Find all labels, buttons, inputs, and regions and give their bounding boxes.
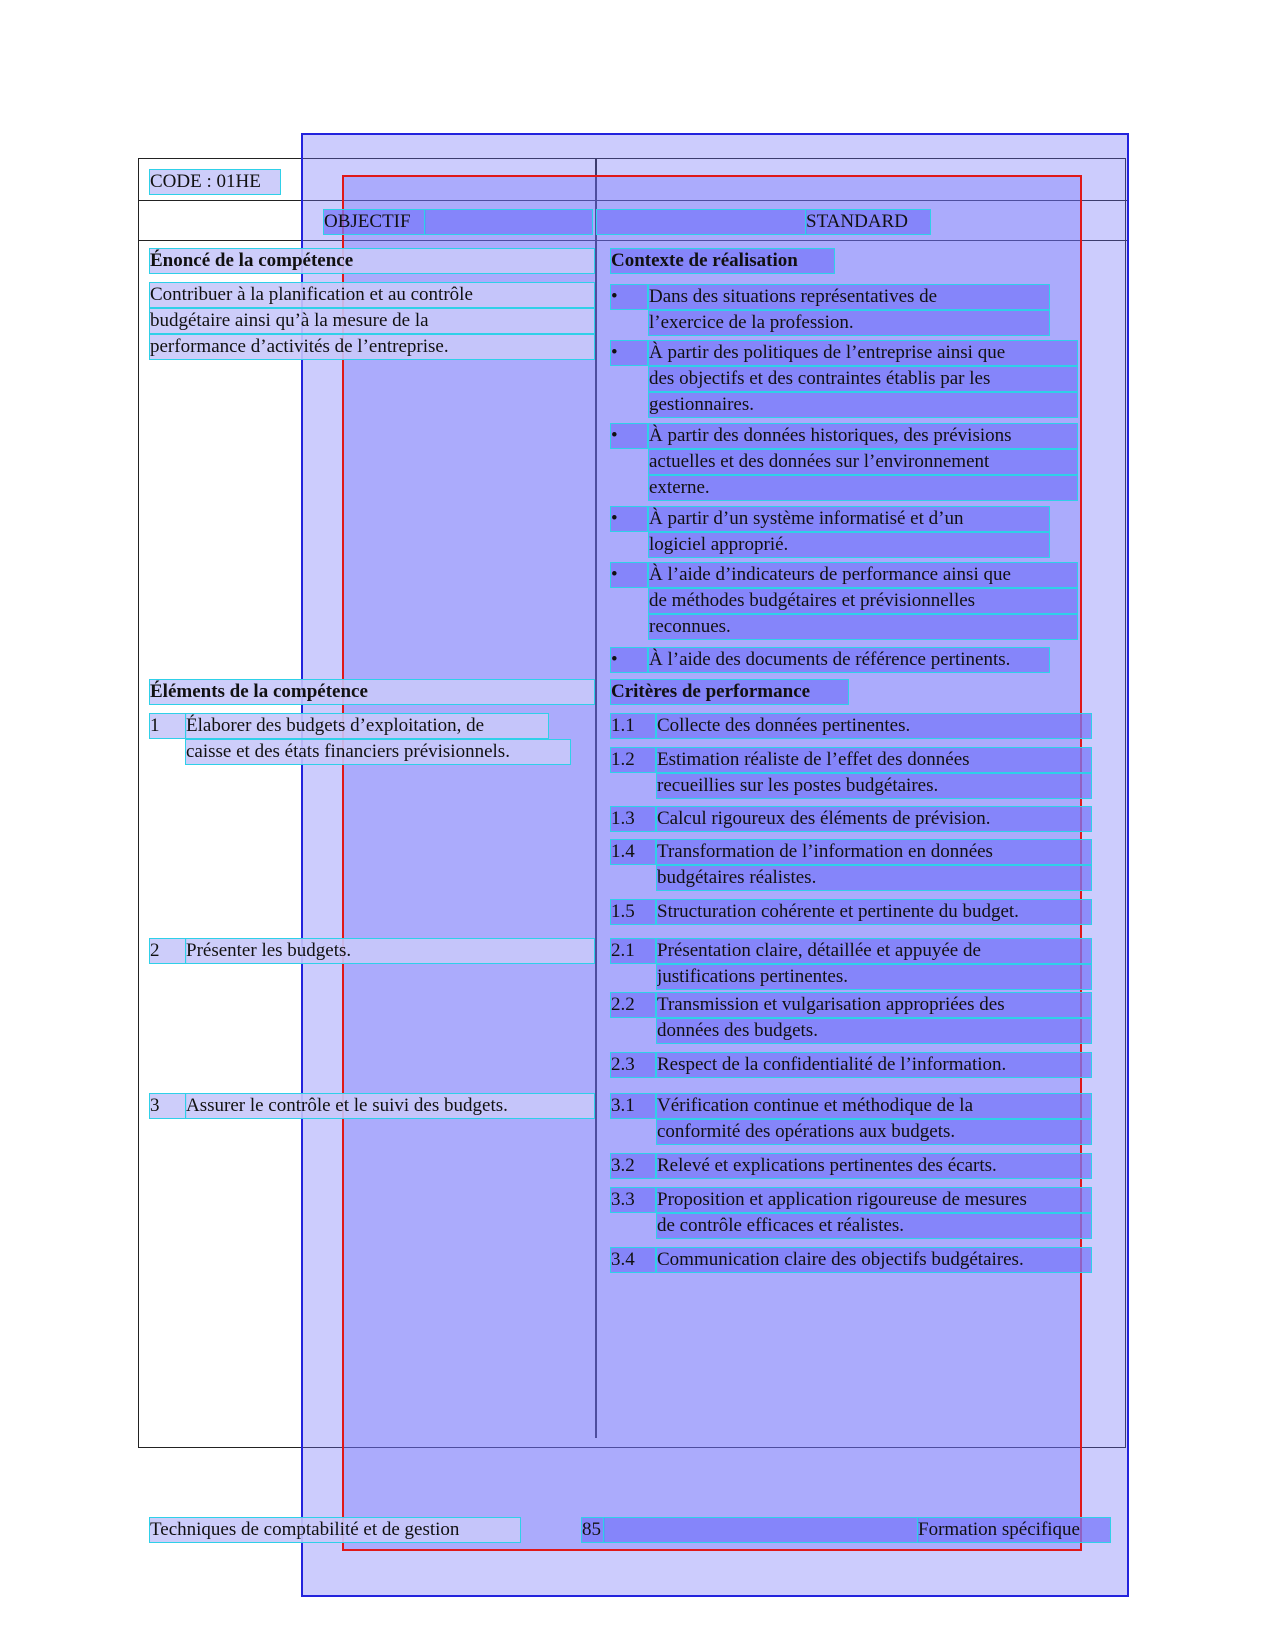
critere-line: Transformation de l’information en données — [657, 840, 1091, 864]
critere-line: recueillies sur les postes budgétaires. — [657, 774, 1091, 798]
critere-line: Vérification continue et méthodique de la — [657, 1094, 1091, 1118]
element-3-num: 3 — [150, 1094, 186, 1118]
standard-header: STANDARD — [806, 210, 930, 234]
critere-line: de contrôle efficaces et réalistes. — [657, 1214, 1091, 1238]
critere-line: données des budgets. — [657, 1019, 1091, 1043]
elements-title: Éléments de la compétence — [150, 680, 594, 704]
contexte-line: logiciel approprié. — [649, 533, 1049, 557]
contexte-line: actuelles et des données sur l’environnement — [649, 450, 1077, 474]
contexte-line: gestionnaires. — [649, 393, 1077, 417]
element-3 — [150, 1094, 594, 1118]
critere-line: Estimation réaliste de l’effet des données — [657, 748, 1091, 772]
contexte-bullet: • — [611, 424, 647, 448]
code-label: CODE : 01HE — [150, 170, 280, 194]
contexte-line: À partir d’un système informatisé et d’un — [649, 507, 1049, 531]
critere-line: Communication claire des objectifs budgétaires. — [657, 1248, 1091, 1272]
contexte-line: À partir des données historiques, des prévisions — [649, 424, 1077, 448]
element-1-num: 1 — [150, 714, 186, 738]
contexte-bullet: • — [611, 507, 647, 531]
contexte-bullet: • — [611, 648, 647, 672]
contexte-line: de méthodes budgétaires et prévisionnelles — [649, 589, 1077, 613]
critere-line: Proposition et application rigoureuse de mesures — [657, 1188, 1091, 1212]
contexte-line: À l’aide d’indicateurs de performance ainsi que — [649, 563, 1077, 587]
critere-number: 3.2 — [611, 1154, 655, 1178]
header-band — [425, 210, 592, 234]
critere-number: 2.3 — [611, 1053, 655, 1077]
contexte-bullet: • — [611, 285, 647, 309]
contexte-line: Dans des situations représentatives de — [649, 285, 1049, 309]
critere-line: Structuration cohérente et pertinente du budget. — [657, 900, 1091, 924]
enonce-line-2: budgétaire ainsi qu’à la mesure de la — [150, 309, 594, 333]
footer-band — [604, 1518, 918, 1542]
element-1 — [150, 714, 548, 738]
contexte-line: À l’aide des documents de référence pertinents. — [649, 648, 1049, 672]
contexte-line: externe. — [649, 476, 1077, 500]
critere-line: conformité des opérations aux budgets. — [657, 1120, 1091, 1144]
enonce-title: Énoncé de la compétence — [150, 249, 594, 273]
enonce-line-3: performance d’activités de l’entreprise. — [150, 335, 594, 359]
critere-line: Transmission et vulgarisation appropriées des — [657, 993, 1091, 1017]
contexte-line: des objectifs et des contraintes établis par les — [649, 367, 1077, 391]
contexte-line: À partir des politiques de l’entreprise ainsi que — [649, 341, 1077, 365]
contexte-line: l’exercice de la profession. — [649, 311, 1049, 335]
element-2 — [150, 939, 594, 963]
criteres-title: Critères de performance — [611, 680, 848, 704]
critere-line: Calcul rigoureux des éléments de prévision. — [657, 807, 1091, 831]
critere-line: Collecte des données pertinentes. — [657, 714, 1091, 738]
element-1-line-2: caisse et des états financiers prévisionnels. — [186, 740, 570, 764]
footer-right: Formation spécifique — [918, 1518, 1110, 1542]
critere-number: 2.2 — [611, 993, 655, 1017]
element-3-line-1: Assurer le contrôle et le suivi des budgets. — [186, 1094, 594, 1118]
objectif-header: OBJECTIF — [324, 210, 425, 234]
element-1-line-1: Élaborer des budgets d’exploitation, de — [186, 714, 548, 738]
header-band-right — [597, 210, 806, 234]
critere-number: 1.4 — [611, 840, 655, 864]
critere-line: justifications pertinentes. — [657, 965, 1091, 989]
enonce-line-1: Contribuer à la planification et au contrôle — [150, 283, 594, 307]
critere-line: Respect de la confidentialité de l’information. — [657, 1053, 1091, 1077]
critere-number: 3.4 — [611, 1248, 655, 1272]
contexte-line: reconnues. — [649, 615, 1077, 639]
footer-page: 85 — [582, 1518, 604, 1542]
critere-number: 1.5 — [611, 900, 655, 924]
footer-left: Techniques de comptabilité et de gestion — [150, 1518, 520, 1542]
critere-line: Relevé et explications pertinentes des écarts. — [657, 1154, 1091, 1178]
critere-number: 1.1 — [611, 714, 655, 738]
critere-number: 1.2 — [611, 748, 655, 772]
critere-line: budgétaires réalistes. — [657, 866, 1091, 890]
contexte-bullet: • — [611, 563, 647, 587]
critere-number: 1.3 — [611, 807, 655, 831]
critere-number: 3.1 — [611, 1094, 655, 1118]
element-2-num: 2 — [150, 939, 186, 963]
critere-line: Présentation claire, détaillée et appuyée de — [657, 939, 1091, 963]
contexte-title: Contexte de réalisation — [611, 249, 834, 273]
critere-number: 3.3 — [611, 1188, 655, 1212]
critere-number: 2.1 — [611, 939, 655, 963]
contexte-bullet: • — [611, 341, 647, 365]
element-2-line-1: Présenter les budgets. — [186, 939, 594, 963]
